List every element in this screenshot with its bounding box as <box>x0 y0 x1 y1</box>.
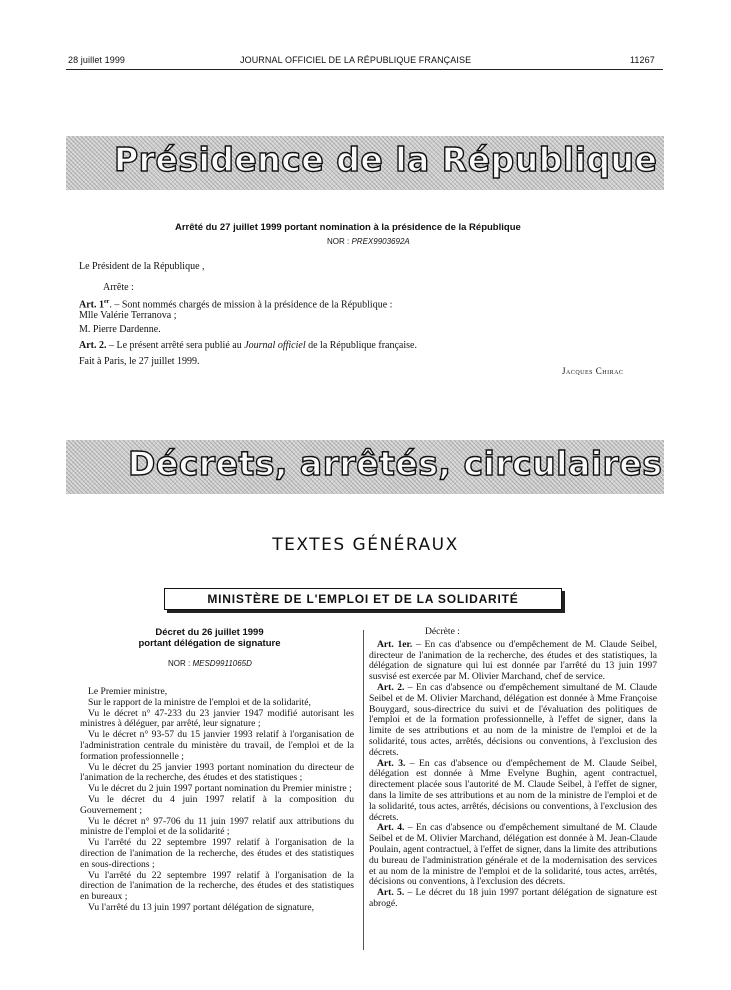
person-2: M. Pierre Dardenne. <box>79 324 161 335</box>
art2-text-b: de la République française. <box>305 340 417 351</box>
article-text: – En cas d'absence ou d'empêchement simultané de M. Claude Seibel et de M. Olivier Marchand, délégation est donnée à Mme Françoise Bouygard, sous-directrice du suivi et de l'évaluation des politiques de l'emploi et de la formation professionnelle, à l'effet de signer, dans la limite de ses attributions et au nom de la ministre de l'emploi et de la solidarité, tous actes, arrêtés, décisions ou conventions, à l'exclusion des décrets. <box>369 681 657 758</box>
person-1: Mlle Valérie Terranova ; <box>79 310 177 321</box>
article-label: Art. 1er. <box>377 638 413 650</box>
decrets-banner-title: Décrets, arrêtés, circulaires <box>128 444 663 483</box>
art1-label: Art. 1 <box>79 299 104 311</box>
decret-nor <box>168 658 252 670</box>
left-para: Vu l'arrêté du 22 septembre 1997 relatif à l'organisation de la direction de l'animation de la recherche, des études et des statistiques en bureaux ; <box>80 869 354 903</box>
header-rule <box>66 69 663 70</box>
article <box>369 823 657 888</box>
column-divider <box>363 630 364 950</box>
article-label: Art. 3. <box>377 757 406 769</box>
nor-label: NOR : <box>327 237 350 246</box>
arrete-arrete: Arrête : <box>103 282 134 293</box>
article-text: – En cas d'absence ou d'empêchement de M. Claude Seibel, délégation est donnée à Mme Evelyne Bughin, agent contractuel, directement placée sous l'autorité de M. Claude Seibel, à l'effet de signer, dans la limite de ses attributions et au nom de la ministre de l'emploi et de la solidarité, tous actes, arrêtés, décisions ou conventions, à l'exclusion des décrets. <box>369 757 657 823</box>
article-label: Art. 4. <box>377 822 405 834</box>
article-text: – En cas d'absence ou d'empêchement de M. Claude Seibel, directeur de l'animation de la recherche, des études et des statistiques, la délégation de signature qui lui est donnée par l'arrêté du 13 juin 1997 susvisé est exercée par M. Olivier Marchand, chef de service. <box>369 638 657 683</box>
presidence-banner <box>66 136 664 190</box>
textes-generaux: TEXTES GÉNÉRAUX <box>272 535 459 555</box>
article-text: – En cas d'absence ou d'empêchement simultané de M. Claude Seibel et de M. Olivier Marchand, délégation est donnée à M. Jean-Claude Poulain, agent contractuel, à l'effet de signer, dans la limite des attributions du bureau de l'administration générale et de la modernisation des services et au nom de la ministre de l'emploi et de la solidarité, tous actes, arrêtés, décisions ou conventions, à l'exclusion des décrets. <box>369 822 657 888</box>
article <box>369 640 657 683</box>
art2-text-a: – Le présent arrêté sera publié au <box>106 340 245 351</box>
header-journal-title: JOURNAL OFFICIEL DE LA RÉPUBLIQUE FRANÇAISE <box>240 55 472 65</box>
art2-journal: Journal officiel <box>244 340 306 351</box>
decrete: Décrète : <box>425 626 460 637</box>
article-label: Art. 5. <box>377 887 405 899</box>
header-page-number: 11267 <box>630 55 655 65</box>
article-label: Art. 2. <box>377 681 405 693</box>
article <box>369 683 657 759</box>
left-para: Vu le décret n° 47-233 du 23 janvier 1947 modifié autorisant les ministres à déléguer, par arrêté, leur signature ; <box>80 707 354 730</box>
presidence-banner-title: Présidence de la République <box>114 140 658 179</box>
article <box>369 759 657 824</box>
arrete-fait: Fait à Paris, le 27 juillet 1999. <box>79 356 200 367</box>
decret-nor-code: MESD9911065D <box>192 659 252 668</box>
decret-nor-label: NOR : <box>168 659 191 668</box>
ministere-box: MINISTÈRE DE L'EMPLOI ET DE LA SOLIDARITÉ <box>164 588 562 610</box>
right-column <box>369 627 657 910</box>
art2-label: Art. 2. <box>79 340 107 351</box>
header-date: 28 juillet 1999 <box>68 55 126 65</box>
left-para: Vu l'arrêté du 22 septembre 1997 relatif à l'organisation de la direction de l'animation de la recherche, des études et des statistiques en sous-directions ; <box>80 837 354 870</box>
arrete-title: Arrêté du 27 juillet 1999 portant nomination à la présidence de la République <box>175 222 521 233</box>
article-text: – Le décret du 18 juin 1997 portant délégation de signature est abrogé. <box>369 887 657 909</box>
decret-title-2: portant délégation de signature <box>138 638 281 649</box>
left-para: Vu le décret du 25 janvier 1993 portant nomination du directeur de l'animation de la recherche, des études et des statistiques ; <box>80 761 354 784</box>
left-para: Vu le décret du 2 juin 1997 portant nomination du Premier ministre ; <box>88 783 352 795</box>
left-para: Vu le décret n° 93-57 du 15 janvier 1993 relatif à l'organisation de l'administration centrale du ministère du travail, de l'emploi et de la formation professionnelle ; <box>80 729 354 762</box>
arrete-nor <box>327 236 410 248</box>
left-para: Vu le décret du 4 juin 1997 relatif à la composition du Gouvernement ; <box>80 793 354 816</box>
decret-title-1: Décret du 26 juillet 1999 <box>155 627 264 638</box>
left-para: Vu l'arrêté du 13 juin 1997 portant délégation de signature, <box>88 901 315 913</box>
arrete-article-2 <box>79 340 417 352</box>
art1-text: . – Sont nommés chargés de mission à la présidence de la République : <box>109 299 393 311</box>
left-para: Vu le décret n° 97-706 du 11 juin 1997 relatif aux attributions du ministre de l'emploi et de la solidarité ; <box>80 815 354 838</box>
left-para: Le Premier ministre, <box>88 686 168 697</box>
left-column <box>80 687 354 914</box>
decrets-banner <box>66 440 664 494</box>
art1-sup: er <box>104 299 110 305</box>
nor-code: PREX9903692A <box>351 237 410 246</box>
article <box>369 888 657 910</box>
arrete-preamble: Le Président de la République , <box>79 261 205 272</box>
signature: Jacques Chirac <box>562 366 624 376</box>
left-para: Sur le rapport de la ministre de l'emploi et de la solidarité, <box>88 696 311 708</box>
